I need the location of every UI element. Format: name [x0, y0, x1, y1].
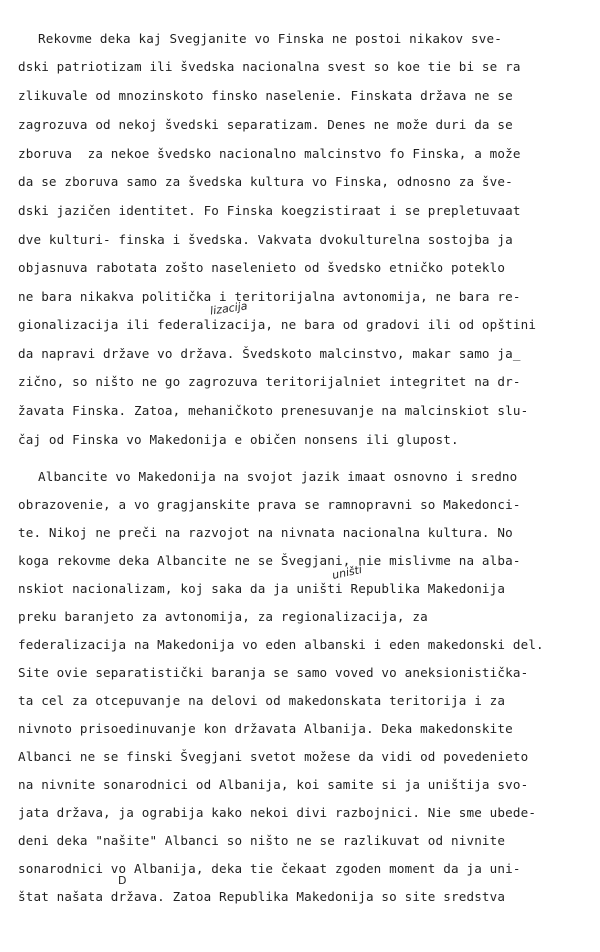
text-line: Rekovme deka kaj Svegjanite vo Finska ne postoi nikakov sve-	[38, 31, 502, 46]
handwritten-edit: lizacija	[209, 299, 249, 318]
text-line: deni deka "našite" Albanci so ništo ne se razlikuvat od nivnite	[18, 833, 506, 848]
text-line: sonarodnici vo Albanija, deka tie čekaat zgoden moment da ja uni-	[18, 861, 521, 876]
text-line: Site ovie separatistički baranja se samo voved vo aneksionistička-	[18, 665, 529, 680]
text-line: koga rekovme deka Albancite ne se Švegjani, nie mislivme na alba-	[18, 553, 521, 568]
text-line: gionalizacija ili federalizacija, ne bara od gradovi ili od opštini	[18, 317, 537, 332]
text-line: žavata Finska. Zatoa, mehaničkoto prenesuvanje na malcinskiot slu-	[18, 403, 529, 418]
text-line: zagrozuva od nekoj švedski separatizam. Denes ne može duri da se	[18, 117, 513, 132]
text-line: Albancite vo Makedonija na svojot jazik imaat osnovno i sredno	[38, 469, 518, 484]
text-line: dski patriotizam ili švedska nacionalna svest so koe tie bi se ra	[18, 59, 521, 74]
handwritten-edit: uništi	[330, 563, 364, 582]
text-line: dve kulturi- finska i švedska. Vakvata dvokulturelna sostojba ja	[18, 232, 513, 247]
text-line: dski jazičen identitet. Fo Finska koegzistiraat i se prepletuvaat	[18, 203, 521, 218]
text-line: preku baranjeto za avtonomija, za regionalizacija, za	[18, 609, 428, 624]
text-line: nskiot nacionalizam, koj saka da ja uništi Republika Makedonija	[18, 581, 506, 596]
text-line: obrazovenie, a vo gragjanskite prava se ramnopravni so Makedonci-	[18, 497, 521, 512]
text-line: ta cel za otcepuvanje na delovi od makedonskata teritorija i za	[18, 693, 506, 708]
text-line: nivnoto prisoedinuvanje kon državata Albanija. Deka makedonskite	[18, 721, 513, 736]
text-line: zično, so ništo ne go zagrozuva teritorijalniet integritet na dr-	[18, 374, 521, 389]
text-line: da se zboruva samo za švedska kultura vo Finska, odnosno za šve-	[18, 174, 513, 189]
text-line: zboruva za nekoe švedsko nacionalno malcinstvo fo Finska, a može	[18, 146, 521, 161]
text-line: federalizacija na Makedonija vo eden albanski i eden makedonski del.	[18, 637, 544, 652]
text-line: da napravi države vo država. Švedskoto malcinstvo, makar samo ja_	[18, 346, 521, 361]
text-line: ne bara nikakva politička i teritorijalna avtonomija, ne bara re-	[18, 289, 521, 304]
text-line: jata država, ja ograbija kako nekoi divi razbojnici. Nie sme ubede-	[18, 805, 537, 820]
text-line: objasnuva rabotata zošto naselenieto od švedsko etničko poteklo	[18, 260, 506, 275]
text-line: zlikuvale od mnozinskoto finsko naselenie. Finskata država ne se	[18, 88, 513, 103]
text-line: te. Nikoj ne preči na razvojot na nivnata nacionalna kultura. No	[18, 525, 513, 540]
handwritten-edit: D	[118, 874, 127, 887]
text-line: čaj od Finska vo Makedonija e običen nonsens ili glupost.	[18, 432, 459, 447]
text-line: Albanci ne se finski Švegjani svetot možese da vidi od povedenieto	[18, 749, 529, 764]
text-line: na nivnite sonarodnici od Albanija, koi samite si ja uništija svo-	[18, 777, 529, 792]
text-line: štat našata država. Zatoa Republika Makedonija so site sredstva	[18, 889, 506, 904]
